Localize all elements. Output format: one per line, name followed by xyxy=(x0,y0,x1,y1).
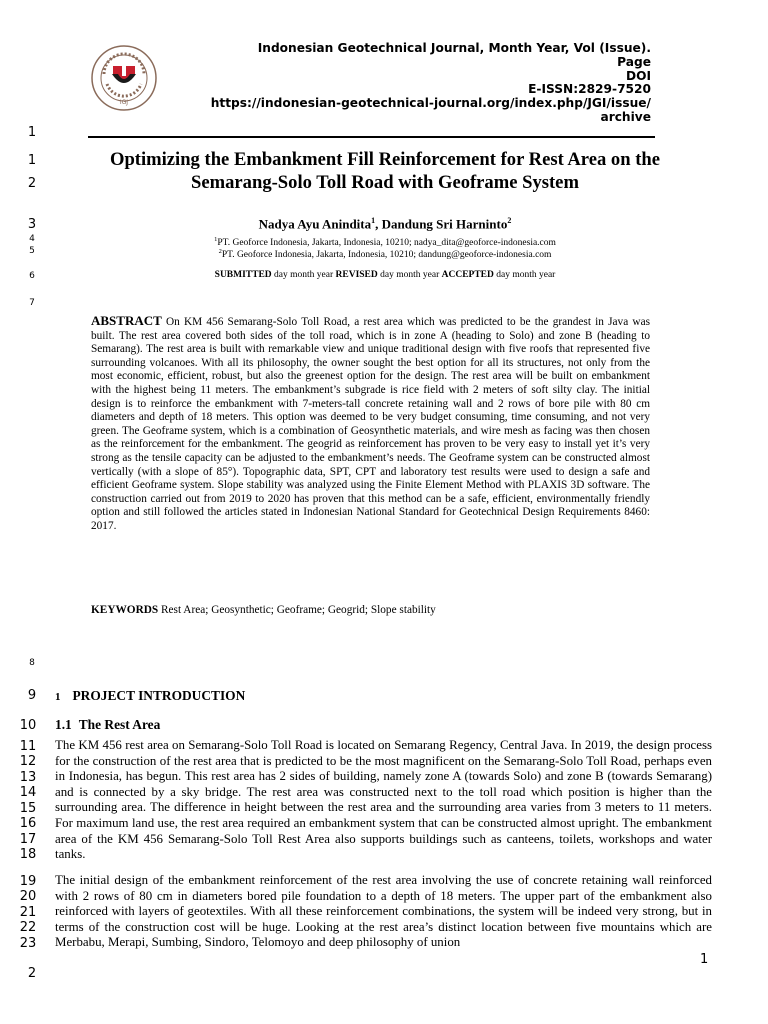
svg-text:IGJ: IGJ xyxy=(119,99,129,106)
line-number: 1 xyxy=(27,153,37,168)
body-paragraph: The KM 456 rest area on Semarang-Solo Toll Road is located on Semarang Regency, Central Java. In 2019, the design process for the construction of the rest area that is predicted to be the most magnificent on the Semarang-Solo Toll Road, perhaps even in Indonesia, has begun. This rest area has 2 sides of building, namely zone A (towards Solo) and zone B (towards Semarang) and is connected by a sky bridge. The rest area was constructed next to the toll road which position is higher than the surrounding area. The difference in height between the rest area and the surrounding area varies from 3 meters to 11 meters. For maximum land use, the rest area required an embankment system that can be constructed almost upright. The embankment area of the KM 456 Semarang-Solo Toll Rest Area also supports buildings such as canteens, toilets, workshops and water tanks. xyxy=(55,738,712,862)
line-number: 10 xyxy=(19,718,37,733)
line-number: 1 xyxy=(27,125,37,140)
subsection-number: 1.1 xyxy=(55,717,72,732)
paper-title xyxy=(60,148,710,194)
keywords-text: Rest Area; Geosynthetic; Geoframe; Geogrid; Slope stability xyxy=(158,604,436,616)
line-number: 13 xyxy=(19,770,37,785)
doi-label: DOI xyxy=(625,68,651,83)
author-name: Nadya Ayu Anindita xyxy=(258,216,372,232)
section-heading xyxy=(55,688,245,704)
abstract-text: On KM 456 Semarang-Solo Toll Road, a rest area which was predicted to be the grandest in Java was built. The rest area covered both sides of the toll road, which is in zone A (heading to Solo) and zone B (heading to Semarang). The rest area is built with remarkable view and unique traditional design with five roofs that represented five surrounding volcanoes. With all its philosophy, the owner sought the best option for all its structures, not only from the most economic, efficient, robust, but also the greenest option for the design. The rest area will be built on embankment with the highest being 11 meters. The embankment’s subgrade is rice field with 2 meters of soft silty clay. The initial design is to reinforce the embankment with 7-meters-tall concrete retaining wall and 2 rows of bore pile with 80 cm diameters and depth of 18 meters. This option was deemed to be very budget consuming, time consuming, and not very green. The Geoframe system, which is a combination of Geosynthetic materials, and wire mesh as facing was then chosen as the reinforcement for the embankment. The geogrid as reinforcement has proven to be very easy to install yet it’s very strong as the tensile capacity can be adjusted to the embankment’s needs. The Geoframe system can be constructed almost vertically (with a slope of 85°). Topographic data, SPT, CPT and laboratory test results were used to design a safe and efficient Geoframe system. Slope stability was analyzed using the Finite Element Method with PLAXIS 3D software. The construction carried out from 2019 to 2020 has proven that this method can be a safe, efficient, environmentally friendly option and still followed the articles stated in Indonesian National Standard for Geotechnical Design Requirements 8460: 2017. xyxy=(91,316,650,532)
journal-header xyxy=(211,42,651,125)
author-affiliation-mark: 2 xyxy=(507,216,512,225)
keywords-label: KEYWORDS xyxy=(91,604,159,616)
affiliation xyxy=(60,246,710,261)
affiliation-text: PT. Geoforce Indonesia, Jakarta, Indonesia, 10210; dandung@geoforce-indonesia.com xyxy=(221,250,552,261)
paper-title-line: Semarang-Solo Toll Road with Geoframe System xyxy=(191,172,579,193)
author-list xyxy=(60,216,710,232)
affiliation-text: PT. Geoforce Indonesia, Jakarta, Indonesia, 10210; nadya_dita@geoforce-indonesia.com xyxy=(217,238,556,249)
body-paragraph: The initial design of the embankment reinforcement of the rest area involving the use of concrete retaining wall reinforced with 2 rows of 80 cm in diameters bored pile foundation to a depth of 18 meters. The upper part of the embankment also reinforced with layers of geotextiles. With all these reinforcement combinations, the system will be indeed very strong, but in terms of the construction cost will be huge. Looking at the rest area’s distinct location between five mountains which are Merbabu, Merapi, Sumbing, Sindoro, Telomoyo and deep philosophy of union xyxy=(55,873,712,950)
abstract-label: ABSTRACT xyxy=(91,313,162,328)
line-number: 8 xyxy=(29,658,35,668)
journal-logo xyxy=(90,44,158,112)
line-number: 7 xyxy=(29,298,35,308)
line-number: 3 xyxy=(27,217,37,232)
section-title: PROJECT INTRODUCTION xyxy=(72,688,246,703)
submitted-date: day month year xyxy=(271,270,336,280)
submission-dates xyxy=(60,270,710,280)
line-number: 11 xyxy=(19,739,37,754)
line-number: 12 xyxy=(19,754,37,769)
abstract xyxy=(91,314,650,534)
keywords xyxy=(91,604,436,616)
line-number: 18 xyxy=(19,847,37,862)
affiliation-mark: 1 xyxy=(214,236,218,243)
submitted-label: SUBMITTED xyxy=(214,270,272,280)
header-divider xyxy=(88,136,655,138)
line-number: 2 xyxy=(27,176,37,191)
line-number: 17 xyxy=(19,832,37,847)
line-number: 4 xyxy=(29,234,35,244)
author-affiliation-mark: 1 xyxy=(371,216,376,225)
line-number: 19 xyxy=(19,874,37,889)
line-number: 9 xyxy=(27,688,37,703)
line-number: 6 xyxy=(29,271,35,281)
journal-citation-line: Indonesian Geotechnical Journal, Month Year, Vol (Issue). xyxy=(257,41,651,55)
page-number: 1 xyxy=(700,952,709,967)
line-number: 5 xyxy=(29,246,35,256)
revised-label: REVISED xyxy=(335,270,378,280)
line-number: 21 xyxy=(19,905,37,920)
journal-url[interactable]: https://indonesian-geotechnical-journal.org/index.php/JGI/issue/ xyxy=(210,96,651,111)
accepted-label: ACCEPTED xyxy=(441,270,494,280)
line-number: 23 xyxy=(19,936,37,951)
line-number: 2 xyxy=(27,966,37,981)
author-name: Dandung Sri Harninto xyxy=(381,216,508,232)
paper-title-line: Optimizing the Embankment Fill Reinforcement for Rest Area on the xyxy=(109,149,660,170)
accepted-date: day month year xyxy=(493,270,556,280)
subsection-title: The Rest Area xyxy=(78,717,161,732)
eissn: E-ISSN:2829-7520 xyxy=(528,82,651,97)
line-number: 14 xyxy=(19,785,37,800)
subsection-heading xyxy=(55,717,160,733)
line-number: 20 xyxy=(19,889,37,904)
page-label: Page xyxy=(617,54,651,69)
line-number: 16 xyxy=(19,816,37,831)
line-number: 15 xyxy=(19,801,37,816)
affiliation-mark: 2 xyxy=(218,248,222,255)
section-number: 1 xyxy=(55,691,61,703)
line-number: 22 xyxy=(19,920,37,935)
revised-date: day month year xyxy=(377,270,442,280)
author-separator: , xyxy=(375,216,382,232)
journal-url-continued[interactable]: archive xyxy=(600,109,651,124)
